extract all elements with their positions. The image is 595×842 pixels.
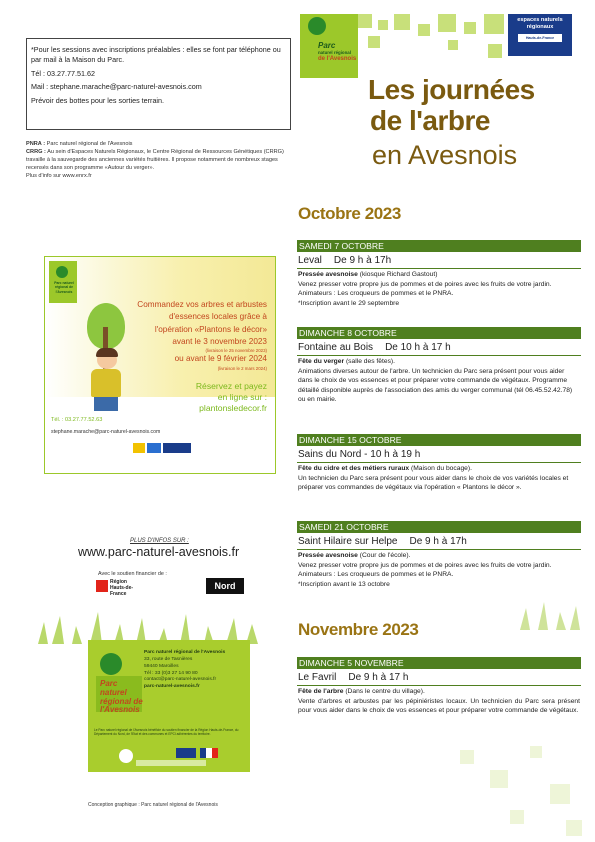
- partner-logo-yellow: [133, 443, 145, 453]
- nord-small-logo: [163, 443, 191, 453]
- promo-message: [95, 299, 267, 371]
- event-rule: [297, 462, 581, 463]
- event-headline-note: (Maison du bocage).: [411, 465, 472, 472]
- promo-delivery-2: (livraison le 2 mars 2024): [217, 365, 267, 371]
- bottom-mosaic: [440, 740, 590, 840]
- espaces-text: espaces naturels régionaux: [517, 17, 563, 30]
- event-registration: *Inscription avant le 13 octobre: [298, 580, 390, 588]
- event-place-time: [298, 672, 408, 683]
- event-time: De 9 h à 17 h: [348, 672, 409, 683]
- grass-decoration-right: [520, 600, 580, 630]
- event-body: Venez presser votre propre jus de pommes et de poires avec les fruits de votre jardin. Animateurs : Les croqueurs de pommes et le PNRA.: [298, 561, 552, 579]
- grass-decoration: [38, 608, 260, 644]
- card-phone: Tél : 33 (0)3 27 14 90 80: [144, 670, 198, 676]
- month-heading-november: Novembre 2023: [298, 620, 419, 639]
- event-headline: Fête de l'arbre: [298, 688, 344, 695]
- crrg-label: CRRG :: [26, 149, 46, 156]
- event-place: Saint Hilaire sur Helpe: [298, 536, 398, 547]
- event-date-bar: DIMANCHE 15 OCTOBRE: [297, 434, 581, 446]
- event-place: Le Favril: [298, 672, 337, 683]
- event-description: [298, 270, 580, 308]
- partner-logos: [133, 441, 193, 455]
- contact-phone: Tél : 03.27.77.51.62: [31, 68, 95, 78]
- event-date-bar: SAMEDI 21 OCTOBRE: [297, 521, 581, 533]
- promo-line-5: ou avant le 9 février 2024: [174, 354, 267, 364]
- website-link[interactable]: www.parc-naturel-avesnois.fr: [78, 545, 240, 559]
- partner-logo-blue: [147, 443, 161, 453]
- card-website[interactable]: parc-naturel-avesnois.fr: [144, 684, 200, 690]
- card-city: 59440 Maroilles: [144, 663, 179, 669]
- event-date-bar: DIMANCHE 5 NOVEMBRE: [297, 657, 581, 669]
- contact-info-box: [26, 38, 291, 130]
- card-street: 33, route de Tasnières: [144, 656, 193, 662]
- acronym-legend: [26, 140, 291, 181]
- espaces-region: Hauts-de-France: [518, 34, 562, 42]
- logo-circle-icon: [56, 266, 68, 278]
- event-time: De 9 h à 17h: [333, 255, 392, 266]
- promo-logo-text: Parc naturel régional de l'Avesnois: [54, 281, 74, 294]
- pnr-header-text: [318, 42, 356, 62]
- pnr-header-name: de l'Avesnois: [318, 55, 357, 62]
- plantons-le-decor-promo: [44, 256, 276, 474]
- event-place-time: [298, 255, 391, 266]
- event-headline: Pressée avesnoise: [298, 271, 358, 278]
- event-body: Vente d'arbres et arbustes par les pépiniéristes locaux. Un technicien du Parc sera présent pour vous aider dans le choix de vos essences et pour préparer votre commande de végétaux.: [298, 697, 580, 715]
- boots-note: Prévoir des bottes pour les sorties terrain.: [31, 95, 165, 105]
- card-email[interactable]: contact@parc-naturel-avesnois.fr: [144, 677, 217, 683]
- region-name: Région Hauts-de-France: [110, 579, 134, 597]
- child-legs-illustration: [94, 397, 118, 411]
- more-info-link[interactable]: Plus d'info sur www.enrx.fr: [26, 173, 92, 180]
- event-description: [298, 687, 580, 716]
- event-date-bar: SAMEDI 7 OCTOBRE: [297, 240, 581, 252]
- event-body: Animations diverses autour de l'arbre. Un technicien du Parc sera présent pour vous aider dans le choix de vos essences et pour préparer votre commande de végétaux. Programme détaillé disponible auprès de l'association des amis du verger communal (tél 06.45.52.42.78) ou en mairie.: [298, 367, 573, 404]
- event-place-time: [298, 342, 451, 353]
- promo-email[interactable]: stephane.marache@parc-naturel-avesnois.com: [51, 429, 161, 435]
- pnr-header-logo: [300, 14, 358, 78]
- pnra-label: PNRA :: [26, 141, 46, 147]
- promo-line-3: l'opération «Plantons le décor»: [154, 324, 267, 334]
- event-place-time: [298, 536, 467, 547]
- page-title-line-1: Les journées: [368, 74, 535, 105]
- espaces-naturels-logo: [508, 14, 572, 56]
- more-info-label: PLUS D'INFOS SUR :: [130, 538, 189, 544]
- event-description: [298, 551, 580, 589]
- registration-note: *Pour les sessions avec inscriptions préalables : elles se font par téléphone ou par mail à la Maison du Parc.: [31, 45, 281, 65]
- crrg-text: Au sein d'Espaces Naturels Régionaux, le Centre Régional de Ressources Génétiques (CRRG) travaille à la sauvegarde des anciennes variétés fruitières. Il propose notamment de nombreux stages recensés dans son programme «Autour du verger».: [26, 149, 284, 172]
- contact-email: Mail : stephane.marache@parc-naturel-avesnois.com: [31, 82, 202, 92]
- event-description: [298, 464, 580, 493]
- event-body: Un technicien du Parc sera présent pour vous aider dans le choix de vos variétés locales et préparer vos commandes de végétaux via l'opération « Plantons le décor ».: [298, 474, 569, 492]
- pnr-header-parc: Parc: [318, 41, 336, 50]
- pnr-logo: [49, 261, 77, 303]
- pnr-header-naturel: naturel régional: [318, 49, 351, 55]
- event-rule: [297, 549, 581, 550]
- promo-line-1: Commandez vos arbres et arbustes: [137, 300, 267, 309]
- event-description: [298, 357, 580, 405]
- child-body-illustration: [91, 369, 121, 397]
- promo-phone: Tél. : 03.27.77.52.63: [51, 417, 103, 423]
- event-headline-note: (kiosque Richard Gastout): [359, 271, 438, 278]
- promo-online: en ligne sur :: [217, 392, 267, 403]
- promo-website-link[interactable]: plantonsledecor.fr: [199, 403, 267, 414]
- card-funding-note: Le Parc naturel régional de l'Avesnois bénéficie du soutien financier de la Région Hauts-de-France, du Département du Nord, de l'Etat et des communes et EPCI adhérentes du territoire.: [94, 728, 239, 737]
- event-headline: Fête du cidre et des métiers ruraux: [298, 465, 410, 472]
- promo-reserve: Réservez et payez: [195, 381, 267, 391]
- event-time: De 10 h à 17 h: [385, 342, 451, 353]
- event-place: Sains du Nord - 10 h à 19 h: [298, 449, 421, 460]
- event-place: Leval: [298, 255, 322, 266]
- event-place-time: [298, 449, 420, 460]
- event-headline-note: (Cour de l'école).: [359, 552, 411, 559]
- event-rule: [297, 685, 581, 686]
- event-headline: Fête du verger: [298, 358, 345, 365]
- pnra-text: Parc naturel régional de l'Avesnois: [46, 141, 133, 147]
- event-rule: [297, 355, 581, 356]
- pnr-contact-card: [88, 640, 250, 772]
- month-heading-october: Octobre 2023: [298, 204, 401, 223]
- event-headline: Pressée avesnoise: [298, 552, 358, 559]
- event-headline-note: (salle des fêtes).: [345, 358, 396, 365]
- card-partner-logos: [116, 744, 226, 768]
- pnr-header-circle-icon: [308, 17, 326, 35]
- page-title-line-2: de l'arbre: [370, 105, 490, 136]
- promo-line-4: avant le 3 novembre 2023: [172, 336, 267, 346]
- page-title-line-3: en Avesnois: [372, 140, 518, 170]
- card-title: Parc naturel régional de l'Avesnois: [144, 650, 226, 655]
- event-headline-note: (Dans le centre du village).: [345, 688, 425, 695]
- event-body: Venez presser votre propre jus de pommes et de poires avec les fruits de votre jardin. Animateurs : Les croqueurs de pommes et le PNRA.: [298, 280, 552, 298]
- event-place: Fontaine au Bois: [298, 342, 374, 353]
- promo-online-order: [157, 381, 267, 415]
- event-time: De 9 h à 17h: [409, 536, 467, 547]
- design-credits: Conception graphique : Parc naturel régional de l'Avesnois: [88, 802, 218, 808]
- event-date-bar: DIMANCHE 8 OCTOBRE: [297, 327, 581, 339]
- event-registration: *Inscription avant le 29 septembre: [298, 299, 400, 307]
- promo-delivery-1: (livraison le 25 novembre 2023): [205, 348, 267, 354]
- funding-label: Avec le soutien financier de :: [98, 571, 167, 577]
- promo-line-2: d'essences locales grâce à: [168, 312, 267, 322]
- card-address: [144, 650, 248, 691]
- region-logo: [96, 579, 140, 597]
- event-rule: [297, 268, 581, 269]
- nord-logo: Nord: [206, 578, 244, 594]
- card-logo-text: Parc naturel régional de l'Avesnois: [100, 679, 143, 715]
